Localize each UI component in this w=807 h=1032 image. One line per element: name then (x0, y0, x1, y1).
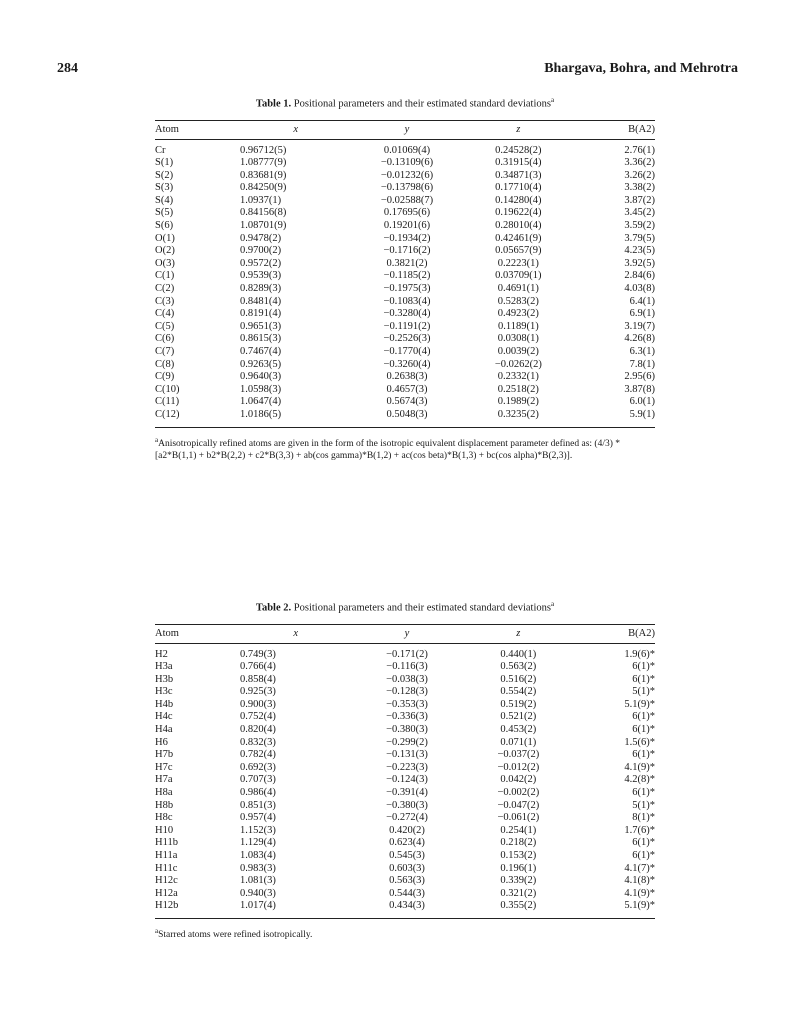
y-cell: −0.038(3) (386, 673, 428, 685)
atom-cell: Cr (155, 144, 166, 156)
y-cell: −0.3280(4) (383, 308, 431, 320)
y-cell: 0.420(2) (389, 824, 425, 836)
y-cell: −0.1083(4) (383, 295, 431, 307)
table-row (155, 359, 655, 372)
x-cell: 1.08701(9) (239, 220, 287, 232)
atom-cell: O(1) (155, 232, 175, 244)
y-cell: −0.3260(4) (383, 358, 431, 370)
x-cell: 0.707(3) (239, 774, 276, 786)
table-row (155, 270, 655, 283)
table-1-footnote-text: Anisotropically refined atoms are given in the form of the isotropic equivalent displacement parameter defined as: (4/3) * [a2*B(1,1) + b2*B(2,2) + c2*B(3,3) + ab(cos gamma)*B(1,2) + ac(cos beta)*B(1,3) + bc(cos alpha)*B(2,3)]. (155, 438, 621, 461)
column-header: z (516, 628, 521, 639)
table-2-label: Table 2. (255, 602, 292, 614)
table-row (155, 333, 655, 346)
table-row (155, 308, 655, 321)
table-row (155, 245, 655, 258)
z-cell: −0.047(2) (497, 799, 540, 811)
b-cell: 3.38(2) (624, 182, 655, 194)
y-cell: −0.1770(4) (383, 346, 431, 357)
y-cell: −0.13798(6) (380, 182, 434, 194)
z-cell: 0.17710(4) (495, 182, 542, 194)
table-row (155, 371, 655, 384)
z-cell: 0.05657(9) (495, 245, 542, 257)
x-cell: 0.957(4) (239, 812, 276, 824)
z-cell: 0.554(2) (500, 686, 537, 698)
z-cell: 0.521(2) (500, 711, 537, 723)
table-row (155, 699, 655, 712)
b-cell: 5.1(9)* (624, 698, 655, 710)
table-2-header-row (155, 625, 655, 643)
b-cell: 7.8(1) (629, 358, 655, 370)
y-cell: −0.116(3) (386, 661, 428, 673)
table-row (155, 674, 655, 687)
table-2-footnote (155, 925, 655, 941)
atom-cell: H10 (155, 824, 174, 836)
atom-cell: H8a (155, 787, 173, 799)
x-cell: 1.0186(5) (239, 408, 282, 420)
x-cell: 0.900(3) (239, 698, 276, 710)
atom-cell: H3a (155, 661, 173, 673)
table-1-body (155, 145, 655, 422)
table-1-caption-mark: a (550, 96, 555, 104)
table-2-bottom-rule (155, 918, 655, 919)
atom-cell: C(10) (155, 383, 180, 395)
running-head-authors: Bhargava, Bohra, and Mehrotra (544, 61, 738, 76)
atom-cell: C(5) (155, 320, 175, 332)
b-cell: 4.1(8)* (624, 875, 655, 887)
x-cell: 0.9539(3) (239, 270, 282, 282)
z-cell: 0.042(2) (500, 774, 537, 786)
b-cell: 1.9(6)* (624, 648, 655, 660)
z-cell: 0.19622(4) (495, 207, 542, 219)
z-cell: −0.0262(2) (494, 358, 542, 370)
table-row (155, 396, 655, 409)
b-cell: 5(1)* (632, 799, 655, 811)
z-cell: 0.0308(1) (497, 333, 539, 345)
table-2-caption (155, 600, 655, 614)
atom-cell: C(2) (155, 283, 175, 295)
b-cell: 3.26(2) (624, 169, 655, 181)
x-cell: 1.0937(1) (239, 194, 282, 206)
x-cell: 0.9700(2) (239, 245, 282, 257)
atom-cell: S(6) (155, 220, 174, 232)
atom-cell: C(1) (155, 270, 175, 282)
table-2-footnote-mark: a (155, 926, 159, 935)
y-cell: 0.4657(3) (386, 383, 428, 395)
atom-cell: C(11) (155, 396, 180, 408)
x-cell: 0.766(4) (239, 661, 276, 673)
table-2-caption-mark: a (550, 600, 555, 608)
column-header: z (516, 124, 521, 135)
z-cell: 0.339(2) (500, 875, 537, 887)
atom-cell: C(6) (155, 333, 175, 345)
z-cell: 0.31915(4) (495, 157, 542, 169)
y-cell: −0.01232(6) (380, 169, 434, 181)
y-cell: 0.19201(6) (383, 220, 431, 232)
y-cell: 0.01069(4) (383, 144, 431, 156)
b-cell: 3.87(8) (624, 383, 655, 395)
z-cell: −0.037(2) (497, 749, 540, 761)
b-cell: 6.3(1) (629, 346, 655, 357)
atom-cell: C(4) (155, 308, 175, 320)
table-2-caption-text: Positional parameters and their estimated standard deviations (293, 602, 551, 614)
z-cell: 0.5283(2) (497, 295, 539, 307)
b-cell: 6(1)* (632, 837, 655, 849)
b-cell: 3.92(5) (624, 257, 655, 269)
x-cell: 0.851(3) (239, 799, 276, 811)
table-row (155, 711, 655, 724)
y-cell: −0.223(3) (386, 761, 428, 773)
x-cell: 0.925(3) (239, 686, 276, 698)
atom-cell: H8c (155, 812, 173, 824)
z-cell: 0.218(2) (500, 837, 537, 849)
z-cell: 0.071(1) (500, 736, 537, 748)
table-1-header-row (155, 121, 655, 139)
table-2 (155, 600, 655, 941)
column-header: B(A2) (628, 628, 655, 639)
y-cell: 0.5674(3) (386, 396, 428, 408)
z-cell: 0.2332(1) (497, 371, 539, 383)
b-cell: 4.1(9)* (624, 761, 655, 773)
b-cell: 2.95(6) (624, 371, 655, 383)
table-row (155, 863, 655, 876)
x-cell: 0.9478(2) (239, 232, 282, 244)
b-cell: 6(1)* (632, 850, 655, 861)
table-row (155, 812, 655, 825)
z-cell: 0.3235(2) (497, 408, 539, 420)
b-cell: 8(1)* (632, 812, 655, 824)
z-cell: 0.355(2) (500, 900, 537, 912)
x-cell: 0.7467(4) (239, 346, 282, 357)
z-cell: 0.453(2) (500, 724, 537, 736)
y-cell: −0.336(3) (386, 711, 428, 723)
y-cell: −0.131(3) (386, 749, 428, 761)
z-cell: 0.1989(2) (497, 396, 539, 408)
z-cell: 0.519(2) (500, 698, 537, 710)
z-cell: −0.012(2) (497, 761, 540, 773)
z-cell: 0.42461(9) (495, 232, 542, 244)
atom-cell: H7c (155, 761, 173, 773)
b-cell: 4.2(8)* (624, 774, 655, 786)
table-row (155, 875, 655, 888)
table-1-caption-text: Positional parameters and their estimated standard deviations (293, 98, 551, 110)
atom-cell: H7a (155, 774, 173, 786)
z-cell: 0.2223(1) (497, 257, 539, 269)
y-cell: −0.353(3) (386, 698, 428, 710)
x-cell: 0.832(3) (239, 736, 276, 748)
b-cell: 5(1)* (632, 686, 655, 698)
y-cell: −0.124(3) (386, 774, 428, 786)
page-header (57, 61, 738, 81)
atom-cell: H2 (155, 648, 168, 660)
column-header: y (404, 124, 410, 135)
table-row (155, 850, 655, 863)
b-cell: 6(1)* (632, 673, 655, 685)
atom-cell: S(2) (155, 169, 174, 181)
b-cell: 3.36(2) (624, 157, 655, 169)
atom-cell: C(9) (155, 371, 175, 383)
table-row (155, 283, 655, 296)
b-cell: 4.03(8) (624, 283, 655, 295)
table-row (155, 737, 655, 750)
b-cell: 4.26(8) (624, 333, 655, 345)
x-cell: 1.08777(9) (239, 157, 287, 169)
table-row (155, 649, 655, 662)
table-2-body (155, 649, 655, 913)
table-2-grid (155, 625, 655, 643)
table-row (155, 774, 655, 787)
table-1-caption (155, 96, 655, 110)
atom-cell: H11a (155, 850, 178, 861)
table-row (155, 384, 655, 397)
z-cell: 0.0039(2) (497, 346, 539, 357)
b-cell: 6(1)* (632, 749, 655, 761)
table-row (155, 220, 655, 233)
x-cell: 1.152(3) (239, 824, 276, 836)
table-row (155, 296, 655, 309)
y-cell: −0.13109(6) (380, 157, 434, 169)
y-cell: −0.171(2) (386, 648, 428, 660)
table-row (155, 195, 655, 208)
y-cell: 0.563(3) (389, 875, 425, 887)
column-header: y (404, 628, 410, 639)
x-cell: 0.940(3) (239, 887, 276, 899)
atom-cell: S(5) (155, 207, 174, 219)
b-cell: 4.1(9)* (624, 887, 655, 899)
z-cell: 0.153(2) (500, 850, 537, 861)
y-cell: −0.1185(2) (383, 270, 431, 282)
x-cell: 0.692(3) (239, 761, 276, 773)
atom-cell: H7b (155, 749, 174, 761)
table-row (155, 888, 655, 901)
atom-cell: O(3) (155, 257, 175, 269)
atom-cell: S(1) (155, 157, 174, 169)
z-cell: −0.002(2) (497, 787, 540, 799)
b-cell: 6(1)* (632, 661, 655, 673)
table-1-bottom-rule (155, 427, 655, 428)
table-row (155, 749, 655, 762)
table-row (155, 900, 655, 913)
y-cell: −0.391(4) (386, 787, 428, 799)
z-cell: 0.1189(1) (497, 320, 539, 332)
y-cell: −0.380(3) (386, 799, 428, 811)
z-cell: 0.28010(4) (495, 220, 542, 232)
b-cell: 4.23(5) (624, 245, 655, 257)
table-row (155, 837, 655, 850)
y-cell: 0.434(3) (389, 900, 425, 912)
atom-cell: H8b (155, 799, 174, 811)
table-1 (155, 96, 655, 462)
x-cell: 0.9572(2) (239, 257, 282, 269)
b-cell: 3.79(5) (624, 232, 655, 244)
b-cell: 3.87(2) (624, 194, 655, 206)
column-header: x (293, 628, 298, 639)
y-cell: −0.1191(2) (383, 320, 431, 332)
b-cell: 6(1)* (632, 711, 655, 723)
b-cell: 6(1)* (632, 787, 655, 799)
z-cell: 0.4691(1) (497, 283, 539, 295)
column-header: Atom (155, 628, 179, 639)
x-cell: 1.0647(4) (239, 396, 282, 408)
table-row (155, 800, 655, 813)
table-row (155, 207, 655, 220)
table-row (155, 233, 655, 246)
x-cell: 0.9263(5) (239, 358, 282, 370)
y-cell: −0.1716(2) (383, 245, 431, 257)
y-cell: −0.380(3) (386, 724, 428, 736)
x-cell: 0.752(4) (239, 711, 276, 723)
table-row (155, 170, 655, 183)
b-cell: 6.9(1) (629, 308, 655, 320)
y-cell: 0.3821(2) (386, 257, 428, 269)
b-cell: 2.84(6) (624, 270, 655, 282)
table-row (155, 686, 655, 699)
b-cell: 3.19(7) (624, 320, 655, 332)
b-cell: 5.9(1) (629, 408, 655, 420)
b-cell: 6.0(1) (629, 396, 655, 408)
x-cell: 1.081(3) (239, 875, 276, 887)
table-row (155, 787, 655, 800)
atom-cell: S(3) (155, 182, 174, 194)
x-cell: 0.986(4) (239, 787, 276, 799)
table-1-grid (155, 121, 655, 139)
z-cell: −0.061(2) (497, 812, 540, 824)
atom-cell: O(2) (155, 245, 175, 257)
x-cell: 0.8191(4) (239, 308, 282, 320)
y-cell: 0.5048(3) (386, 408, 428, 420)
z-cell: 0.24528(2) (495, 144, 542, 156)
table-row (155, 157, 655, 170)
z-cell: 0.4923(2) (497, 308, 539, 320)
table-row (155, 409, 655, 422)
x-cell: 0.9640(3) (239, 371, 282, 383)
y-cell: −0.02588(7) (380, 194, 434, 206)
atom-cell: H3c (155, 686, 173, 698)
z-cell: 0.34871(3) (495, 169, 542, 181)
y-cell: 0.544(3) (389, 887, 425, 899)
atom-cell: H11c (155, 862, 178, 874)
x-cell: 0.8289(3) (239, 283, 282, 295)
x-cell: 1.0598(3) (239, 383, 282, 395)
x-cell: 1.129(4) (239, 837, 276, 849)
table-row (155, 724, 655, 737)
b-cell: 2.76(1) (624, 144, 655, 156)
atom-cell: H4c (155, 711, 173, 723)
b-cell: 1.5(6)* (624, 736, 655, 748)
atom-cell: H12b (155, 900, 179, 912)
atom-cell: C(7) (155, 346, 175, 357)
table-row (155, 258, 655, 271)
atom-cell: C(8) (155, 358, 175, 370)
b-cell: 3.59(2) (624, 220, 655, 232)
b-cell: 1.7(6)* (624, 824, 655, 836)
atom-cell: S(4) (155, 194, 174, 206)
x-cell: 0.8481(4) (239, 295, 282, 307)
x-cell: 0.983(3) (239, 862, 276, 874)
x-cell: 0.83681(9) (239, 169, 287, 181)
y-cell: −0.2526(3) (383, 333, 431, 345)
y-cell: 0.17695(6) (383, 207, 431, 219)
y-cell: −0.1934(2) (383, 232, 431, 244)
y-cell: −0.1975(3) (383, 283, 431, 295)
z-cell: 0.14280(4) (495, 194, 542, 206)
table-1-footnote (155, 434, 655, 462)
z-cell: 0.321(2) (500, 887, 537, 899)
x-cell: 0.8615(3) (239, 333, 282, 345)
table-row (155, 661, 655, 674)
y-cell: −0.272(4) (386, 812, 428, 824)
atom-cell: H3b (155, 673, 174, 685)
atom-cell: H11b (155, 837, 178, 849)
table-row (155, 182, 655, 195)
table-1-footnote-mark: a (155, 435, 159, 444)
y-cell: 0.623(4) (389, 837, 425, 849)
x-cell: 0.820(4) (239, 724, 276, 736)
x-cell: 0.9651(3) (239, 320, 282, 332)
b-cell: 6.4(1) (629, 295, 655, 307)
y-cell: 0.603(3) (389, 862, 425, 874)
table-row (155, 346, 655, 359)
table-row (155, 321, 655, 334)
page-number: 284 (57, 61, 78, 76)
y-cell: 0.2638(3) (386, 371, 428, 383)
table-row (155, 145, 655, 158)
atom-cell: H4b (155, 698, 174, 710)
column-header: x (293, 124, 298, 135)
atom-cell: C(12) (155, 408, 180, 420)
z-cell: 0.516(2) (500, 673, 537, 685)
table-row (155, 762, 655, 775)
x-cell: 0.749(3) (239, 648, 276, 660)
table-2-footnote-text: Starred atoms were refined isotropically. (158, 930, 313, 941)
atom-cell: H4a (155, 724, 173, 736)
z-cell: 0.440(1) (500, 648, 537, 660)
x-cell: 0.84156(8) (239, 207, 287, 219)
x-cell: 0.858(4) (239, 673, 276, 685)
x-cell: 1.017(4) (239, 900, 276, 912)
z-cell: 0.254(1) (500, 824, 537, 836)
b-cell: 6(1)* (632, 724, 655, 736)
b-cell: 3.45(2) (624, 207, 655, 219)
z-cell: 0.196(1) (500, 862, 537, 874)
x-cell: 0.84250(9) (239, 182, 287, 194)
z-cell: 0.2518(2) (497, 383, 539, 395)
atom-cell: H6 (155, 736, 168, 748)
y-cell: −0.299(2) (386, 736, 428, 748)
atom-cell: C(3) (155, 295, 175, 307)
atom-cell: H12a (155, 887, 178, 899)
column-header: B(A2) (628, 124, 655, 135)
column-header: Atom (155, 124, 179, 135)
z-cell: 0.03709(1) (495, 270, 542, 282)
y-cell: −0.128(3) (386, 686, 428, 698)
b-cell: 5.1(9)* (624, 900, 655, 912)
table-row (155, 825, 655, 838)
x-cell: 1.083(4) (239, 850, 276, 861)
atom-cell: H12c (155, 875, 178, 887)
y-cell: 0.545(3) (389, 850, 425, 861)
z-cell: 0.563(2) (500, 661, 537, 673)
x-cell: 0.96712(5) (239, 144, 287, 156)
x-cell: 0.782(4) (239, 749, 276, 761)
b-cell: 4.1(7)* (624, 862, 655, 874)
table-1-label: Table 1. (255, 98, 292, 110)
